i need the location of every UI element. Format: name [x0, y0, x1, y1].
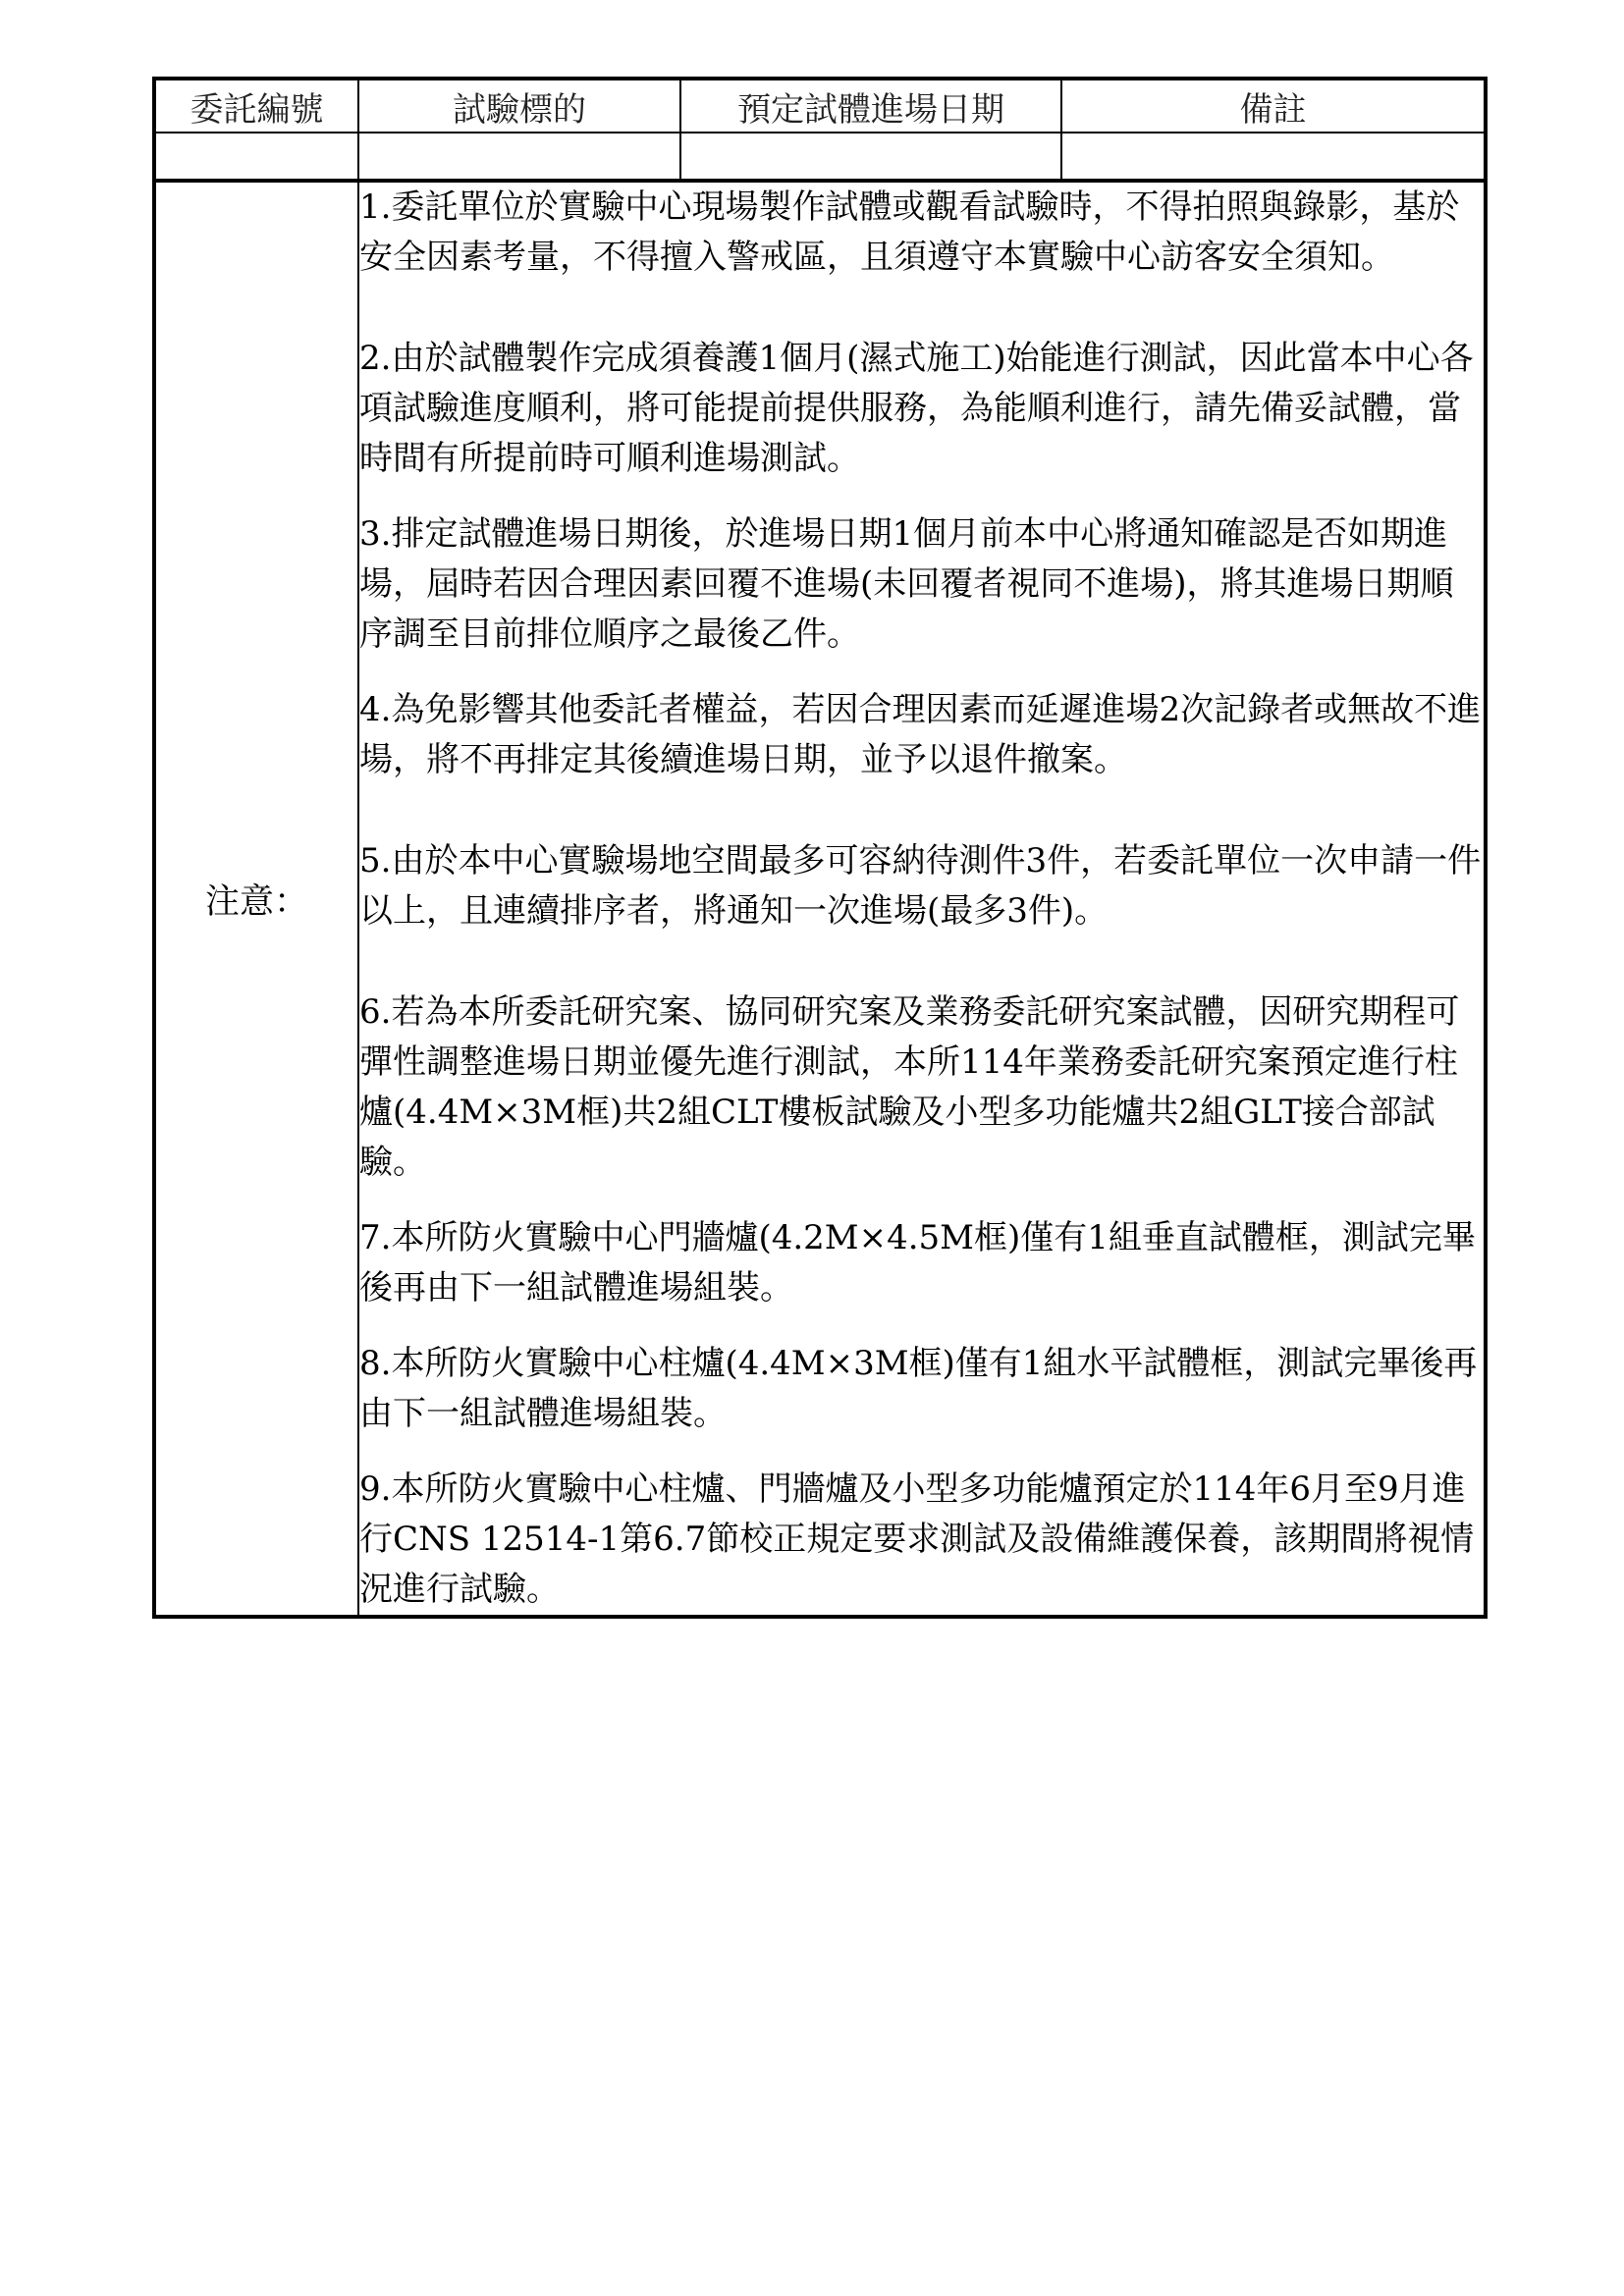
notes-label: 注意：: [154, 181, 358, 1617]
notes-row: [154, 181, 1486, 1617]
notes-list: [358, 181, 1486, 1617]
note-item: 7.本所防火實驗中心門牆爐(4.2M×4.5M框)僅有1組垂直試體框，測試完畢後再由下一組試體進場組裝。: [359, 1218, 1476, 1308]
note-item: 5.由於本中心實驗場地空間最多可容納待測件3件，若委託單位一次申請一件以上，且連續排序者，將通知一次進場(最多3件)。: [359, 841, 1482, 931]
header-test-subject: 試驗標的: [358, 79, 680, 133]
header-scheduled-entry-date: 預定試體進場日期: [680, 79, 1061, 133]
cell-scheduled-entry-date[interactable]: [680, 133, 1061, 181]
note-item: 6.若為本所委託研究案、協同研究案及業務委託研究案試體，因研究期程可彈性調整進場日期並優先進行測試，本所114年業務委託研究案預定進行柱爐(4.4M×3M框)共2組CLT樓板試驗及小型多功能爐共2組GLT接合部試驗。: [359, 992, 1460, 1182]
note-item: 1.委託單位於實驗中心現場製作試體或觀看試驗時，不得拍照與錄影，基於安全因素考量，不得擅入警戒區，且須遵守本實驗中心訪客安全須知。: [359, 187, 1460, 277]
note-item: 2.由於試體製作完成須養護1個月(濕式施工)始能進行測試，因此當本中心各項試驗進度順利，將可能提前提供服務，為能順利進行，請先備妥試體，當時間有所提前時可順利進場測試。: [359, 339, 1474, 478]
note-item: 9.本所防火實驗中心柱爐、門牆爐及小型多功能爐預定於114年6月至9月進行CNS 12514-1第6.7節校正規定要求測試及設備維護保養，該期間將視情況進行試驗。: [359, 1469, 1475, 1609]
cell-remarks[interactable]: [1061, 133, 1486, 181]
note-item: 8.本所防火實驗中心柱爐(4.4M×3M框)僅有1組水平試體框，測試完畢後再由下一組試體進場組裝。: [359, 1344, 1478, 1433]
header-row: [154, 79, 1486, 133]
header-remarks: 備註: [1061, 79, 1486, 133]
cell-test-subject[interactable]: [358, 133, 680, 181]
application-table: [152, 77, 1488, 1619]
cell-commission-number[interactable]: [154, 133, 358, 181]
note-item: 3.排定試體進場日期後，於進場日期1個月前本中心將通知確認是否如期進場，屆時若因合理因素回覆不進場(未回覆者視同不進場)，將其進場日期順序調至目前排位順序之最後乙件。: [359, 514, 1454, 654]
header-commission-number: 委託編號: [154, 79, 358, 133]
note-item: 4.為免影響其他委託者權益，若因合理因素而延遲進場2次記錄者或無故不進場，將不再排定其後續進場日期，並予以退件撤案。: [359, 690, 1482, 779]
blank-entry-row: [154, 133, 1486, 181]
